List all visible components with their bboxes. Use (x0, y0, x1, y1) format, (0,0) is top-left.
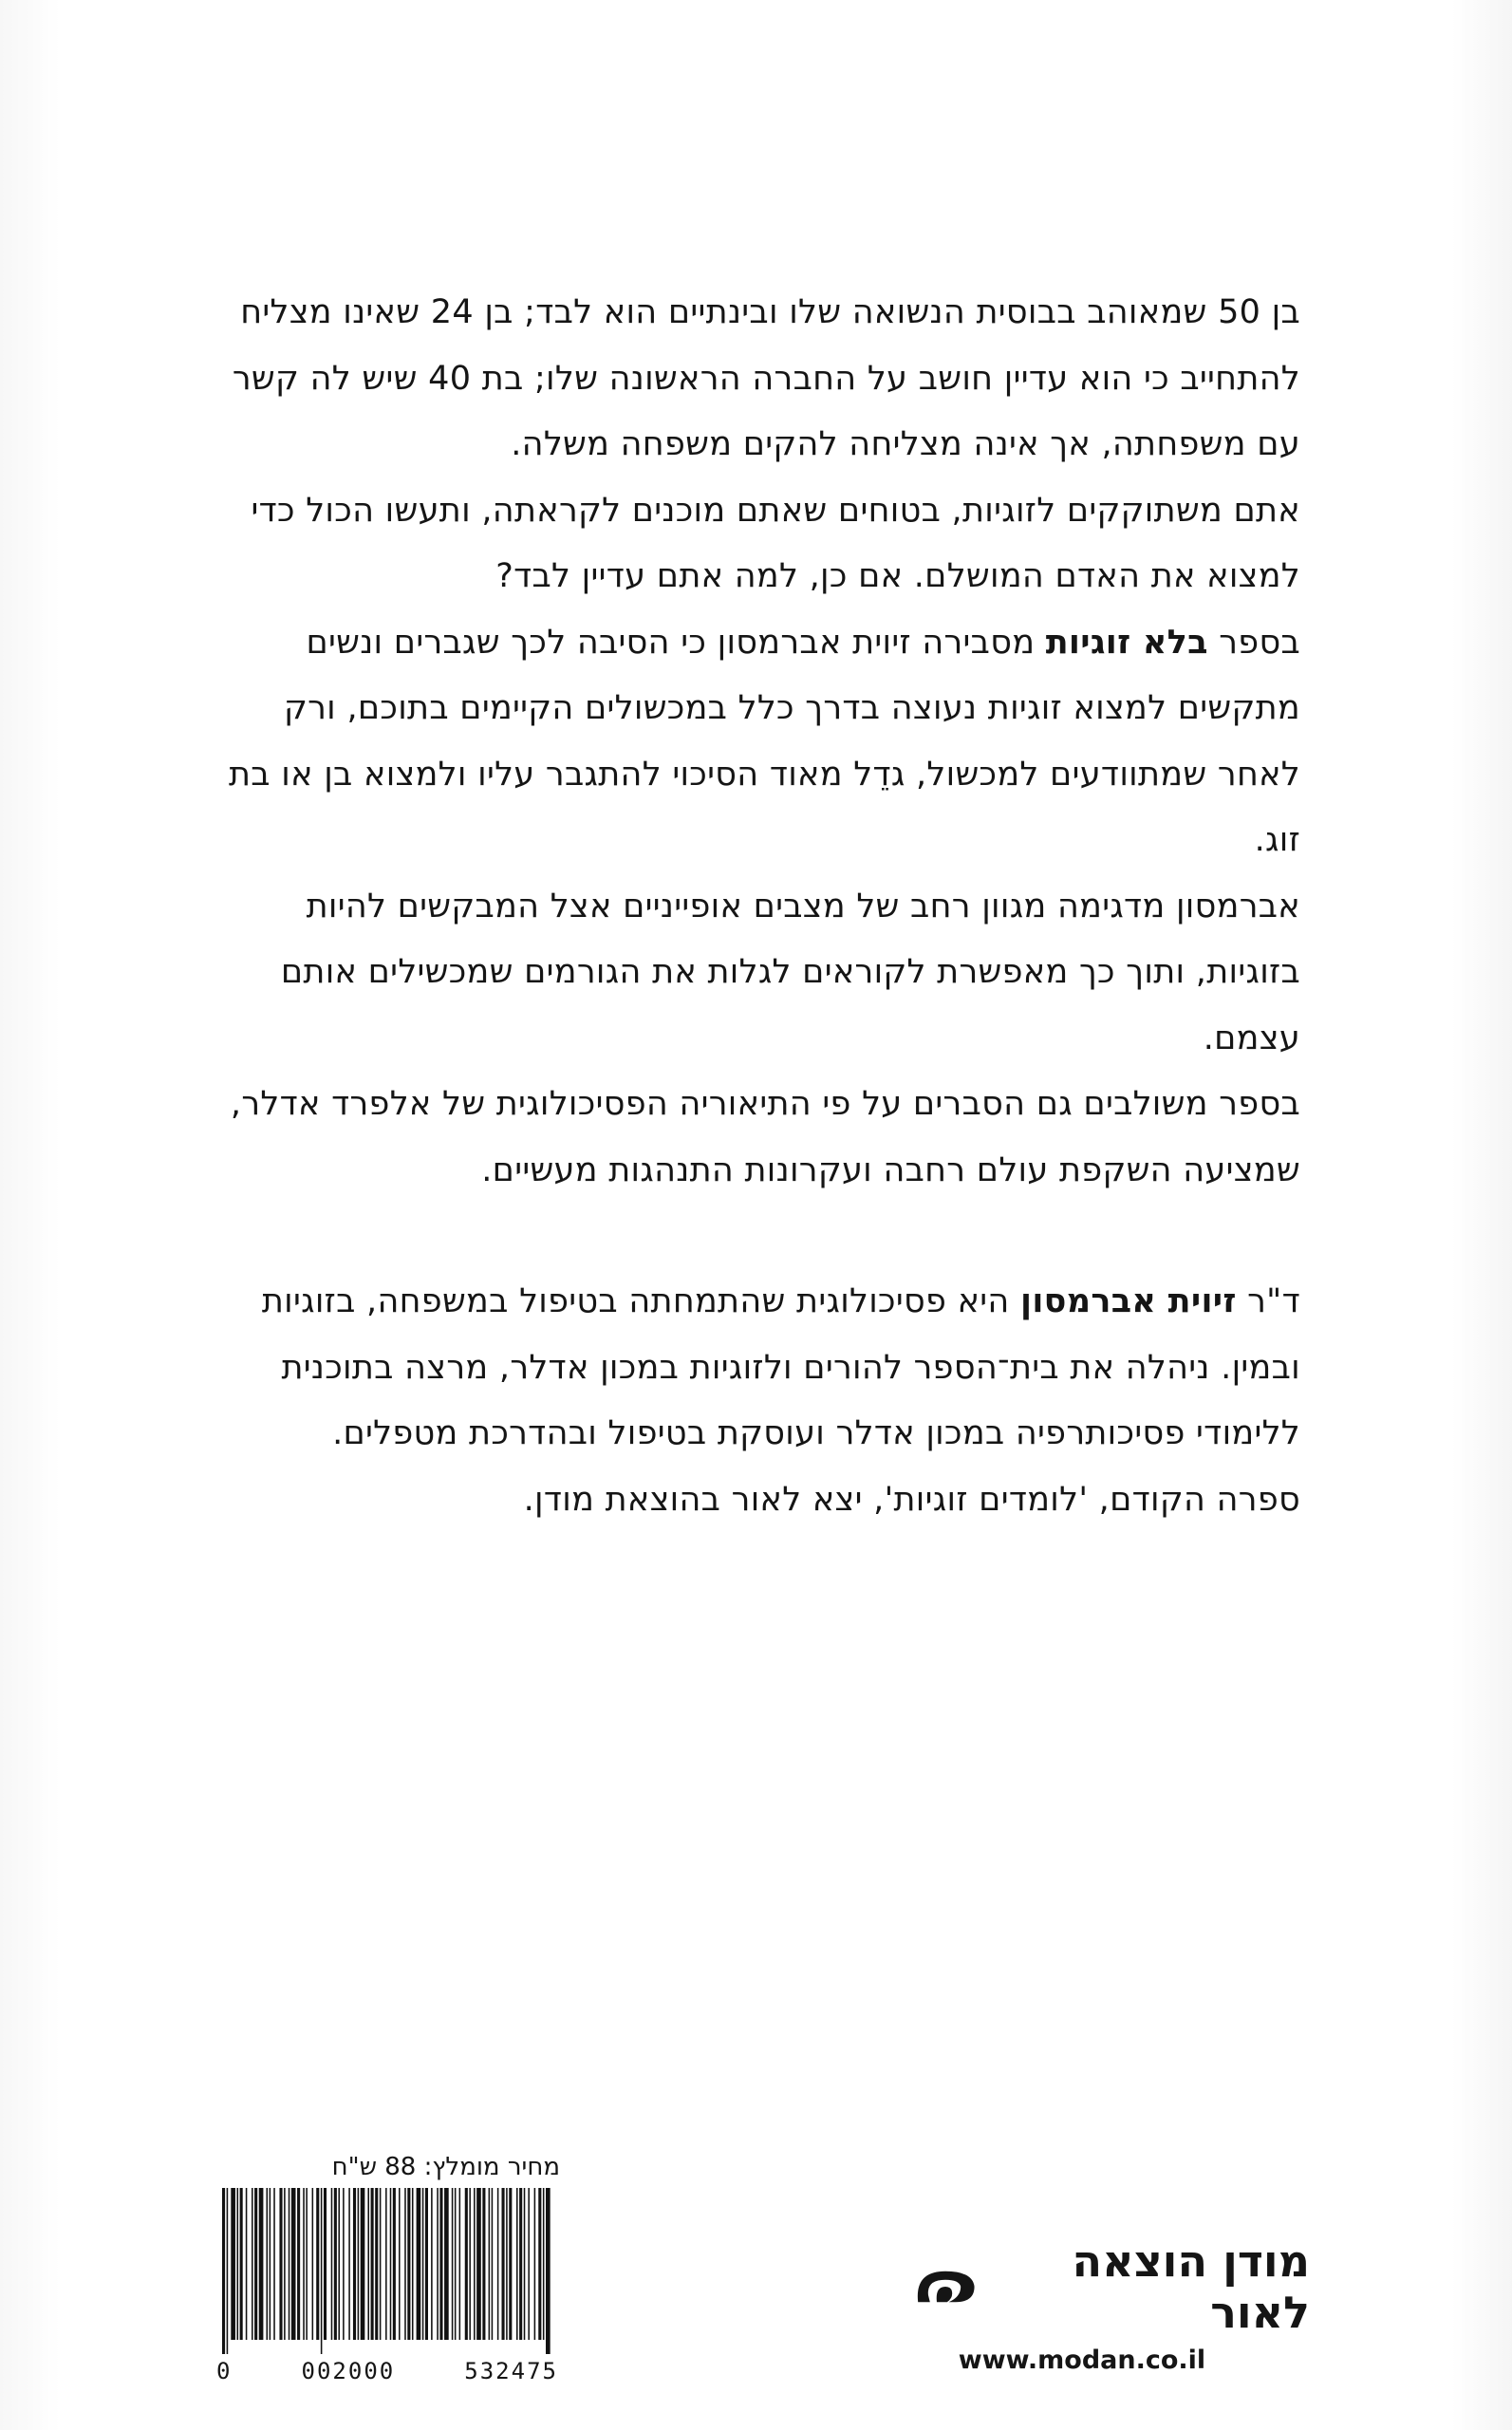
barcode-digit-group: 002000 (301, 2358, 396, 2384)
barcode-bar (306, 2188, 308, 2340)
barcode-bar (338, 2188, 340, 2340)
barcode-bar (439, 2188, 442, 2340)
barcode-bar (267, 2188, 269, 2340)
barcode-bar (254, 2188, 257, 2340)
blurb-summary-text: מסבירה זיוית אברמסון כי הסיבה לכך שגברים ונשים מתקשים למצוא זוגיות נעוצה בדרך כלל במכשולים הקיימים בתוכם, ורק לאחר שמתוודעים למכשול, גדֵל מאוד הסיכוי להתגבר עליו ולמצוא בן או בת זוג. (228, 623, 1300, 859)
barcode-bar (516, 2188, 518, 2340)
barcode-bar (459, 2188, 461, 2340)
barcode-bar (469, 2188, 471, 2340)
publisher-name: מודן הוצאה לאור (1072, 2235, 1310, 2338)
book-title: בלא זוגיות (1045, 623, 1208, 662)
blurb-paragraph-book-summary (218, 610, 1300, 874)
barcode-bar (375, 2188, 378, 2340)
barcode-bar (455, 2188, 457, 2340)
barcode-bar (321, 2188, 323, 2354)
barcode-bar (273, 2188, 275, 2340)
barcode-bar (407, 2188, 410, 2340)
isbn-barcode (216, 2188, 558, 2354)
barcode-bar (231, 2188, 235, 2340)
barcode-bar (240, 2188, 243, 2340)
barcode-bar (465, 2188, 468, 2340)
barcode-bar (361, 2188, 365, 2340)
barcode-bar (431, 2188, 433, 2340)
barcode-bar (444, 2188, 449, 2340)
barcode-bar (348, 2188, 350, 2340)
barcode-bar (353, 2188, 356, 2340)
barcode-bar (390, 2188, 392, 2340)
barcode-bar (538, 2188, 541, 2340)
blurb-paragraph-examples: בן 50 שמאוהב בבוסית הנשואה שלו ובינתיים הוא לבד; בן 24 שאינו מצליח להתחייב כי הוא עדיין חושב על החברה הראשונה שלו; בת 40 שיש לה קשר עם משפחתה, אך אינה מצליחה להקים משפחה משלה. (232, 293, 1300, 463)
barcode-bar (279, 2188, 282, 2340)
publisher-row (911, 2235, 1310, 2338)
barcode-bar (324, 2188, 327, 2340)
barcode-digit-group: 0 (216, 2358, 233, 2384)
barcode-bar (316, 2188, 319, 2340)
barcode-bar (534, 2188, 536, 2340)
blurb-paragraph-question: אתם משתוקקים לזוגיות, בטוחים שאתם מוכנים לקראתה, ותעשו הכול כדי למצוא את האדם המושלם. אם כן, למה אתם עדיין לבד? (251, 491, 1300, 595)
barcode-bar (222, 2188, 225, 2354)
barcode-bar (259, 2188, 264, 2340)
barcode-bar (502, 2188, 505, 2340)
publisher-website: www.modan.co.il (958, 2346, 1206, 2375)
barcode-bar (380, 2188, 382, 2340)
barcode-bar (252, 2188, 253, 2340)
barcode-bar (497, 2188, 499, 2340)
barcode-bar (404, 2188, 406, 2340)
back-cover-blurb (218, 280, 1300, 1533)
barcode-bar (270, 2188, 271, 2340)
barcode-bar (546, 2188, 551, 2354)
barcode-bar (489, 2188, 491, 2340)
barcode-bar (343, 2188, 345, 2340)
modan-logo-icon (911, 2262, 980, 2311)
barcode-bar (393, 2188, 396, 2340)
barcode-bar (437, 2188, 439, 2340)
barcode-bar (519, 2188, 522, 2340)
barcode-bar (506, 2188, 508, 2340)
barcode-bar (289, 2188, 290, 2340)
barcode-digit-group: 532475 (464, 2358, 558, 2384)
barcode-bar (417, 2188, 421, 2340)
barcode-bar (543, 2188, 545, 2340)
barcode-bar (476, 2188, 481, 2340)
barcode-bar (385, 2188, 387, 2340)
blurb-prefix: בספר (1207, 623, 1300, 662)
barcode-digits (216, 2358, 558, 2384)
paragraph-spacer (218, 1204, 1300, 1269)
barcode-bar (331, 2188, 333, 2340)
recommended-price: מחיר מומלץ: 88 ש"ח (331, 2153, 560, 2181)
barcode-bar (425, 2188, 428, 2340)
author-title: ד"ר (1236, 1282, 1300, 1320)
barcode-bar (227, 2188, 229, 2354)
author-bio-text: היא פסיכולוגית שהתמחתה בטיפול במשפחה, בזוגיות ובמין. ניהלה את בית־הספר להורים ולזוגיות במכון אדלר, מרצה בתוכנית ללימודי פסיכותרפיה במכון אדלר ועוסקת בטיפול ובהדרכת מטפלים. (261, 1282, 1300, 1452)
barcode-bar (312, 2188, 314, 2340)
barcode-bar (524, 2188, 526, 2340)
author-name: זיוית אברמסון (1020, 1282, 1237, 1320)
barcode-bar (509, 2188, 512, 2340)
barcode-bar (246, 2188, 248, 2340)
blurb-paragraph-demonstration: אברמסון מדגימה מגוון רחב של מצבים אופייניים אצל המבקשים להיות בזוגיות, ותוך כך מאפשרת לקוראים לגלות את הגורמים שמכשילים אותם עצמם. (280, 887, 1300, 1057)
barcode-bar (452, 2188, 454, 2340)
barcode-bar (492, 2188, 494, 2340)
barcode-bar (371, 2188, 374, 2340)
barcode-bar (422, 2188, 424, 2340)
barcode-bar (358, 2188, 360, 2340)
blurb-paragraph-adler-theory: בספר משולבים גם הסברים על פי התיאוריה הפסיכולוגית של אלפרד אדלר, שמציעה השקפת עולם רחבה ועקרונות התנהגות מעשיים. (230, 1085, 1300, 1189)
barcode-bar (482, 2188, 485, 2340)
barcode-bar (528, 2188, 530, 2340)
barcode-bar (334, 2188, 337, 2340)
barcode-bar (367, 2188, 369, 2340)
barcode-bar (297, 2188, 300, 2340)
previous-book-note: ספרה הקודם, 'לומדים זוגיות', יצא לאור בהוצאת מודן. (523, 1480, 1300, 1519)
barcode-bar (291, 2188, 296, 2340)
barcode-bar (399, 2188, 401, 2340)
barcode-bar (284, 2188, 286, 2340)
barcode-bar (237, 2188, 239, 2340)
barcode-bar (474, 2188, 476, 2340)
barcode-bar (412, 2188, 414, 2340)
author-bio (218, 1269, 1300, 1467)
publisher-block (911, 2235, 1310, 2375)
barcode-bar (303, 2188, 305, 2340)
